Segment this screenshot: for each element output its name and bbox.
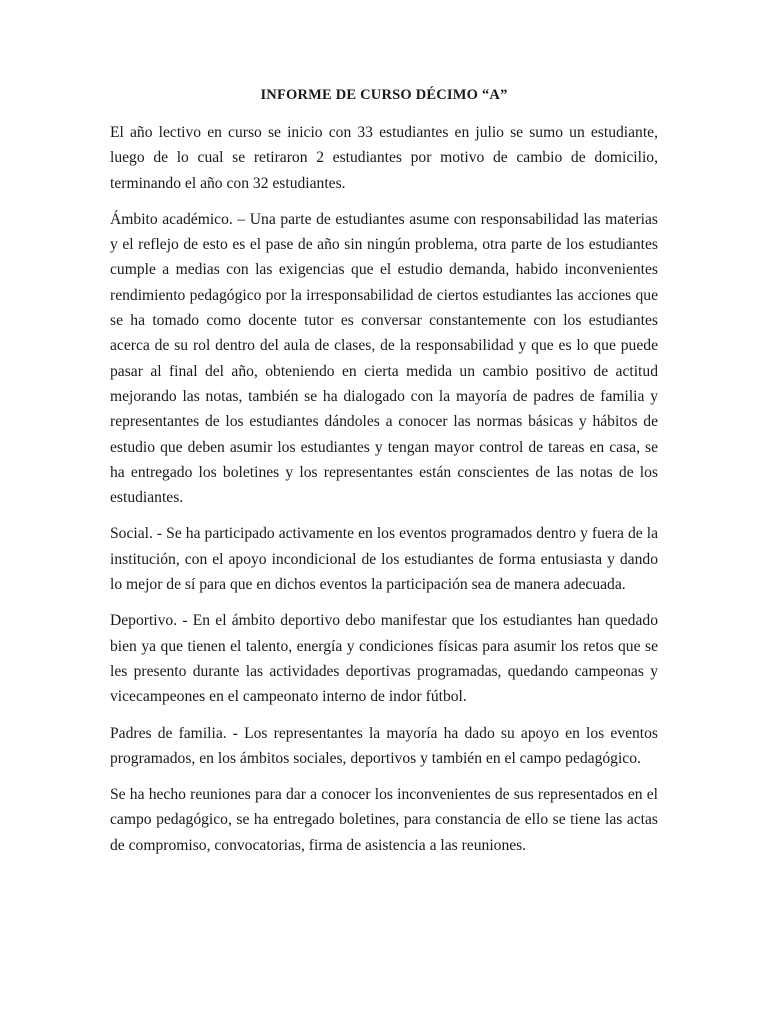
page-title: INFORME DE CURSO DÉCIMO “A” [260, 87, 508, 103]
paragraph-parents: Padres de familia. - Los representantes la mayoría ha dado su apoyo en los eventos programados, en los ámbitos sociales, deportivos y también en el campo pedagógico. [110, 724, 658, 767]
paragraph-sports: Deportivo. - En el ámbito deportivo debo manifestar que los estudiantes han quedado bien ya que tienen el talento, energía y condiciones físicas para asumir los retos que se les presento durante las actividades deportivas programadas, quedando campeonas y vicecampeones en el campeonato interno de indor fútbol. [110, 612, 658, 706]
paragraph-social: Social. - Se ha participado activamente en los eventos programados dentro y fuera de la institución, con el apoyo incondicional de los estudiantes de forma entusiasta y dando lo mejor de sí para que en dichos eventos la participación sea de manera adecuada. [110, 525, 658, 594]
paragraph-intro: El año lectivo en curso se inicio con 33 estudiantes en julio se sumo un estudiante, luego de lo cual se retiraron 2 estudiantes por motivo de cambio de domicilio, terminando el año con 32 estudiantes. [110, 124, 658, 192]
paragraph-meetings: Se ha hecho reuniones para dar a conocer los inconvenientes de sus representados en el campo pedagógico, se ha entregado boletines, para constancia de ello se tiene las actas de compromiso, convocatorias, firma de asistencia a las reuniones. [110, 786, 658, 854]
paragraph-academic: Ámbito académico. – Una parte de estudiantes asume con responsabilidad las materias y el reflejo de esto es el pase de año sin ningún problema, otra parte de los estudiantes cumple a medias con las exigencias que el estudio demanda, habido inconvenientes rendimiento pedagógico por la irresponsabilidad de ciertos estudiantes las acciones que se ha tomado como docente tutor es conversar constantemente con los estudiantes acerca de su rol dentro del aula de clases, de la responsabilidad y que es lo que puede pasar al final del año, obteniendo en cierta medida un cambio positivo de actitud mejorando las notas, también se ha dialogado con la mayoría de padres de familia y representantes de los estudiantes dándoles a conocer las normas básicas y hábitos de estudio que deben asumir los estudiantes y tengan mayor control de tareas en casa, se ha entregado los boletines y los representantes están conscientes de las notas de los estudiantes. [110, 210, 658, 507]
document-body [110, 120, 658, 869]
